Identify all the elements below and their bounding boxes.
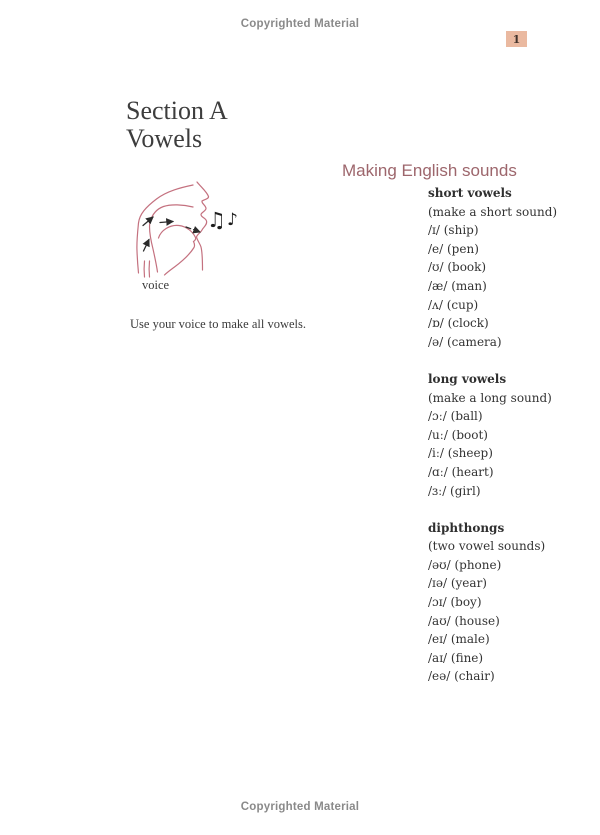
ipa-symbol: /iː/ <box>428 446 444 461</box>
example-word: (man) <box>447 278 487 293</box>
ipa-symbol: /ʊ/ <box>428 260 444 275</box>
group-subtitle: (make a short sound) <box>428 204 558 219</box>
vocal-cords-lines <box>144 261 149 277</box>
example-word: (male) <box>447 632 490 647</box>
ipa-symbol: /ɑː/ <box>428 464 448 479</box>
ipa-symbol: /ɒ/ <box>428 316 444 331</box>
example-word: (ship) <box>439 223 479 238</box>
sound-item <box>428 593 557 612</box>
vowel-group <box>428 370 557 500</box>
ipa-symbol: /ɪə/ <box>428 576 448 591</box>
ipa-symbol: /aɪ/ <box>428 650 448 665</box>
ipa-symbol: /ɔɪ/ <box>428 595 447 610</box>
section-title-line2: Vowels <box>126 124 203 153</box>
group-title: diphthongs <box>428 520 505 535</box>
example-word: (year) <box>447 576 487 591</box>
page-number: 1 <box>512 32 521 46</box>
sound-item <box>428 221 557 240</box>
ipa-symbol: /ɔː/ <box>428 409 447 424</box>
page-number-badge <box>506 31 527 47</box>
palate-inner-line <box>149 205 193 272</box>
voice-label: voice <box>142 278 170 292</box>
sound-item <box>428 612 557 631</box>
tongue-line <box>159 225 196 275</box>
sound-item <box>428 444 557 463</box>
vocal-tract-svg <box>127 181 245 281</box>
sound-item <box>428 463 557 482</box>
example-word: (cup) <box>442 297 479 312</box>
sound-item <box>428 426 557 445</box>
copyright-notice-top: Copyrighted Material <box>240 18 360 30</box>
ipa-symbol: /ə/ <box>428 334 444 349</box>
caption-text: Use your voice to make all vowels. <box>130 317 306 331</box>
sound-item <box>428 333 557 352</box>
sound-item <box>428 258 557 277</box>
example-word: (boot) <box>447 427 488 442</box>
example-word: (house) <box>450 613 500 628</box>
example-word: (fine) <box>447 650 484 665</box>
copyright-notice-bottom: Copyrighted Material <box>240 801 360 813</box>
sound-item <box>428 314 557 333</box>
example-word: (sheep) <box>443 446 493 461</box>
example-word: (pen) <box>443 241 479 256</box>
ipa-symbol: /uː/ <box>428 427 448 442</box>
section-title <box>126 97 228 153</box>
example-word: (ball) <box>446 409 483 424</box>
sound-item <box>428 482 557 501</box>
example-word: (camera) <box>443 334 502 349</box>
sound-item <box>428 296 557 315</box>
vowel-groups <box>428 184 557 705</box>
example-word: (boy) <box>446 595 482 610</box>
vocal-tract-illustration <box>127 181 245 281</box>
ipa-symbol: /æ/ <box>428 278 448 293</box>
airflow-arrow-throat-icon <box>144 240 150 252</box>
airflow-arrow-bend-icon <box>143 217 153 226</box>
ipa-symbol: /eɪ/ <box>428 632 448 647</box>
music-note-icon: ♪ <box>227 210 238 230</box>
sound-item <box>428 240 557 259</box>
sound-item <box>428 556 557 575</box>
example-word: (phone) <box>450 557 502 572</box>
section-title-line1: Section A <box>126 96 228 125</box>
ipa-symbol: /ɜː/ <box>428 483 447 498</box>
example-word: (clock) <box>443 316 489 331</box>
sound-item <box>428 630 557 649</box>
airflow-arrow-mouth-icon <box>160 222 173 223</box>
ipa-symbol: /ɪ/ <box>428 223 440 238</box>
sound-item <box>428 574 557 593</box>
sound-item <box>428 649 557 668</box>
example-word: (book) <box>443 260 487 275</box>
ipa-symbol: /əʊ/ <box>428 557 451 572</box>
ipa-symbol: /ʌ/ <box>428 297 443 312</box>
group-title: long vowels <box>428 371 507 386</box>
music-note-icon: ♫ <box>207 208 226 232</box>
ipa-symbol: /e/ <box>428 241 444 256</box>
vowel-group <box>428 519 557 686</box>
ipa-symbol: /aʊ/ <box>428 613 451 628</box>
group-subtitle: (make a long sound) <box>428 390 552 405</box>
sound-item <box>428 277 557 296</box>
vowel-group <box>428 184 557 351</box>
sound-item <box>428 667 557 686</box>
example-word: (heart) <box>447 464 494 479</box>
ipa-symbol: /eə/ <box>428 669 451 684</box>
example-word: (chair) <box>450 669 495 684</box>
making-english-sounds-heading: Making English sounds <box>342 161 517 180</box>
sound-item <box>428 407 557 426</box>
group-title: short vowels <box>428 186 512 200</box>
group-subtitle: (two vowel sounds) <box>428 539 546 554</box>
example-word: (girl) <box>446 483 481 498</box>
